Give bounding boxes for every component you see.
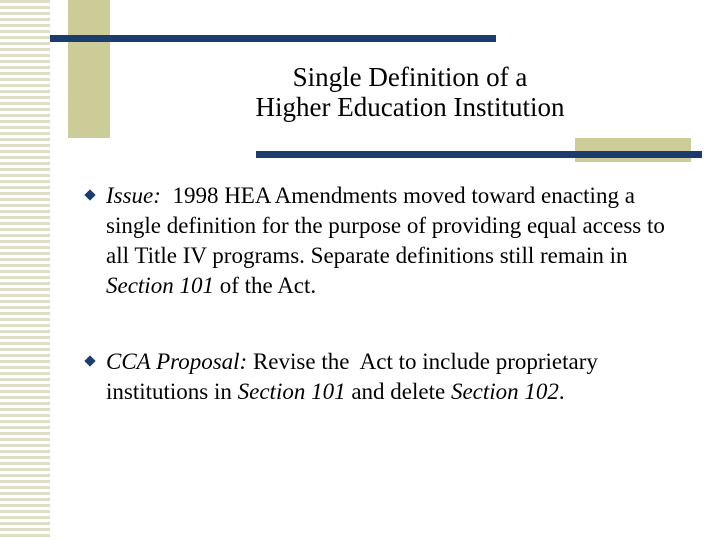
slide-title-line-2: Higher Education Institution: [255, 92, 565, 122]
bullet-issue-section-ref: Section 101: [106, 273, 214, 298]
bullet-issue-text-end: of the Act.: [213, 273, 317, 298]
title-rule-bottom: [256, 151, 702, 158]
bullet-proposal-text-end: .: [558, 379, 565, 404]
decorative-stripes: [0, 0, 50, 540]
bullet-diamond-icon: [84, 189, 95, 200]
bullet-proposal-section-101: Section 101: [237, 379, 346, 404]
decorative-block-right: [575, 138, 691, 162]
bullet-proposal-section-102: Section 102: [450, 379, 559, 404]
title-rule-top: [50, 35, 496, 42]
bullet-diamond-icon: [84, 355, 95, 366]
bullet-issue-lead: Issue:: [106, 183, 161, 208]
slide-title-line-1: Single Definition of a: [292, 62, 528, 92]
bullet-issue: [82, 181, 682, 301]
bullet-list: [82, 181, 682, 407]
bullet-proposal-text-mid: and delete: [345, 379, 451, 404]
bullet-proposal-text: Revise the Act to include proprietary institutions in: [106, 349, 604, 404]
slide-title: [200, 62, 620, 122]
bullet-issue-text: 1998 HEA Amendments moved toward enacting a single definition for the purpose of providing equal access to all Title IV programs. Separate definitions still remain in: [106, 183, 671, 268]
bullet-proposal: [82, 347, 682, 407]
decorative-block-top: [68, 0, 110, 138]
bullet-proposal-lead: CCA Proposal:: [106, 349, 248, 374]
